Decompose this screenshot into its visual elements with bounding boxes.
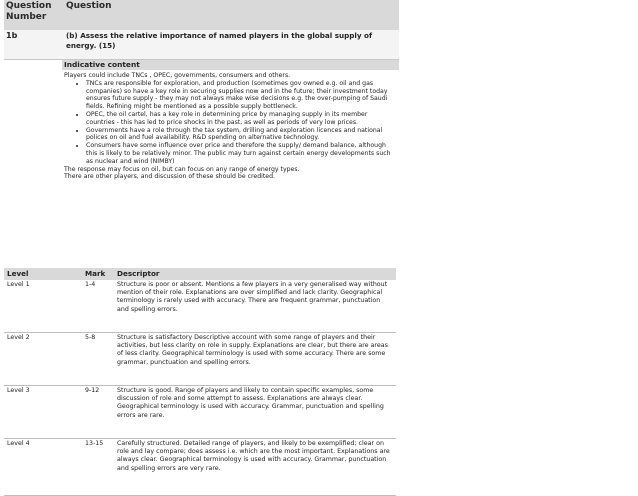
mark-cell: 13-15: [82, 439, 114, 496]
level-cell: Level 1: [4, 280, 82, 333]
indicative-bullet: • Consumers have some influence over price and therefore the supply/ demand balance, although this is likely to be relatively minor. The public may turn against certain energy developments such as nuclear and wind (NIMBY): [86, 142, 397, 165]
question-header: Question: [66, 1, 112, 11]
indicative-content-title: Indicative content: [62, 60, 399, 70]
indicative-content-body: [62, 70, 399, 181]
mark-column-header: Mark: [82, 268, 114, 280]
descriptor-cell: Structure is satisfactory Descriptive account with some range of players and their activities, but less clarity on role in supply. Explanations are clear, but there are areas of less clarity. Geographical terminology is used with some accuracy. There are some grammar, punctuation and spelling errors.: [114, 333, 396, 386]
indicative-bullet-list: [64, 80, 397, 166]
indicative-closing-2: There are other players, and discussion of these should be credited.: [64, 173, 276, 181]
question-table: [4, 0, 399, 60]
descriptor-cell: Carefully structured. Detailed range of players, and likely to be exemplified; clear on role and lay compare; does assess i.e. which are the most important. Explanations are always clear. Geographical terminology is used with accuracy. Grammar, punctuation and spelling errors are very rare.: [114, 439, 396, 496]
indicative-intro: Players could include TNCs , OPEC, governments, consumers and others.: [64, 72, 291, 79]
question-number: 1b: [6, 31, 18, 40]
table-row: [4, 333, 396, 386]
question-header-row: [4, 0, 399, 30]
mark-cell: 9-12: [82, 386, 114, 439]
table-row: [4, 280, 396, 333]
indicative-bullet: • OPEC, the oil cartel, has a key role in determining price by managing supply in its member countries - this has led to price shocks in the past, as well as periods of very low prices.: [86, 111, 397, 127]
indicative-bullet: • TNCs are responsible for exploration, and production (sometimes gov owned e.g. oil and gas companies) so have a key role in securing supplies now and in the future; their investment today ensures future supply - they may not always make wise decisions e.g. the over-pumping of Saudi fields. Refining might be mentioned as a possible supply bottleneck.: [86, 80, 397, 111]
indicative-closing-1: The response may focus on oil, but can focus on any range of energy types.: [64, 165, 300, 173]
mark-cell: 1-4: [82, 280, 114, 333]
level-cell: Level 4: [4, 439, 82, 496]
descriptor-cell: Structure is poor or absent. Mentions a few players in a very generalised way without mention of their role. Explanations are over simplified and lack clarity. Geographical terminology is rarely used with accuracy. There are frequent grammar, punctuation and spelling errors.: [114, 280, 396, 333]
descriptor-column-header: Descriptor: [114, 268, 396, 280]
question-number-header: Question Number: [6, 1, 52, 22]
level-cell: Level 3: [4, 386, 82, 439]
indicative-bullet: • Governments have a role through the tax system, drilling and exploration licences and national polices on oil and fuel availability. R&D spending on alternative technology.: [86, 127, 397, 143]
descriptor-cell: Structure is good. Range of players and likely to contain specific examples, some discussion of role and some attempt to assess. Explanations are always clear. Geographical terminology is used with accuracy. Grammar, punctuation and spelling errors are rare.: [114, 386, 396, 439]
mark-scheme-table: [4, 268, 396, 496]
question-text: (b) Assess the relative importance of named players in the global supply of energy. (15): [66, 31, 373, 50]
level-cell: Level 2: [4, 333, 82, 386]
mark-scheme-header-row: [4, 268, 396, 280]
question-row: [4, 30, 399, 60]
indicative-content-section: [62, 60, 399, 181]
table-row: [4, 439, 396, 496]
level-column-header: Level: [4, 268, 82, 280]
table-row: [4, 386, 396, 439]
mark-cell: 5-8: [82, 333, 114, 386]
